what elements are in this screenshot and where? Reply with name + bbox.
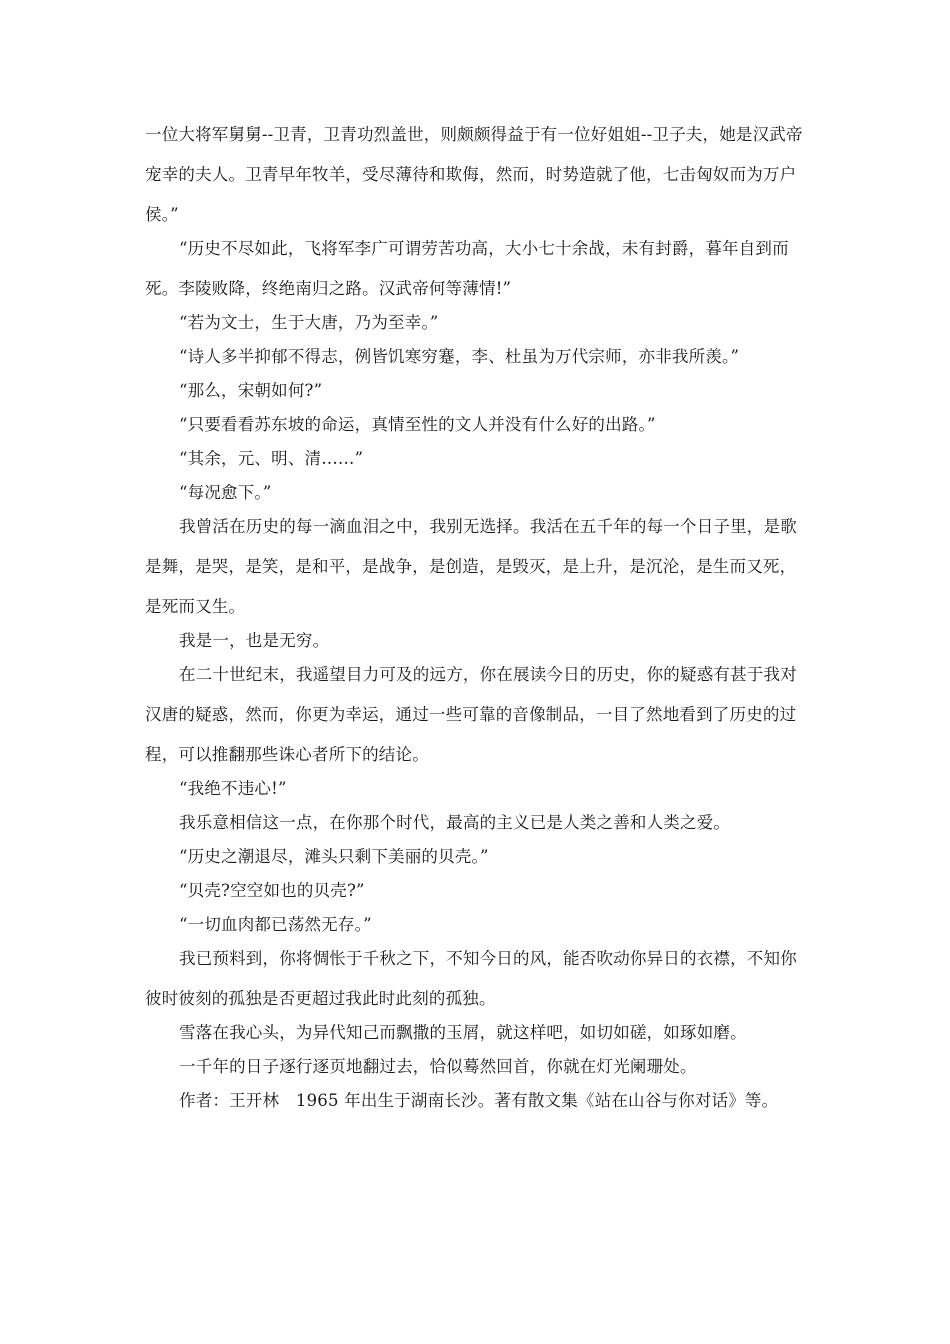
paragraph xyxy=(145,310,810,344)
text-line: 一位大将军舅舅--卫青，卫青功烈盖世，则颇颇得益于有一位好姐姐--卫子夫，她是汉武帝 xyxy=(145,125,803,144)
text-line: “每况愈下。” xyxy=(179,483,272,502)
text-line: 我曾活在历史的每一滴血泪之中，我别无选择。我活在五千年的每一个日子里，是歌 xyxy=(179,517,797,536)
paragraph xyxy=(145,378,810,412)
text-line: “历史不尽如此，飞将军李广可谓劳苦功高，大小七十余战，未有封爵，暮年自到而 xyxy=(179,239,789,258)
text-line: 死。李陵败降，终绝南归之路。汉武帝何等薄情!” xyxy=(145,279,512,298)
article-body xyxy=(145,122,810,1122)
text-line: “历史之潮退尽，滩头只剩下美丽的贝壳。” xyxy=(179,847,489,866)
paragraph xyxy=(145,662,810,776)
text-line: “我绝不违心!” xyxy=(179,779,287,798)
text-line: 宠幸的夫人。卫青早年牧羊，受尽薄待和欺侮，然而，时势造就了他，七击匈奴而为万户 xyxy=(145,165,797,184)
text-line: “若为文士，生于大唐，乃为至幸。” xyxy=(179,313,439,332)
text-line: “其余，元、明、清……” xyxy=(179,449,364,468)
paragraph xyxy=(145,912,810,946)
paragraph xyxy=(145,1088,810,1122)
paragraph xyxy=(145,412,810,446)
paragraph xyxy=(145,514,810,628)
paragraph xyxy=(145,878,810,912)
text-line: “诗人多半抑郁不得志，例皆饥寒穷蹇，李、杜虽为万代宗师，亦非我所羡。” xyxy=(179,347,740,366)
paragraph xyxy=(145,946,810,1020)
paragraph xyxy=(145,628,810,662)
text-line: 侯。” xyxy=(145,205,179,224)
text-line: 是死而又生。 xyxy=(145,597,246,616)
paragraph xyxy=(145,1020,810,1054)
text-line: 我已预料到，你将惆怅于千秋之下，不知今日的风，能否吹动你异日的衣襟，不知你 xyxy=(179,949,797,968)
text-line: 在二十世纪末，我遥望目力可及的远方，你在展读今日的历史，你的疑惑有甚于我对 xyxy=(179,665,797,684)
text-line: 彼时彼刻的孤独是否更超过我此时此刻的孤独。 xyxy=(145,989,496,1008)
text-line: 作者：王开林 1965 年出生于湖南长沙。著有散文集《站在山谷与你对话》等。 xyxy=(179,1091,779,1110)
paragraph xyxy=(145,480,810,514)
text-line: 我是一，也是无穷。 xyxy=(179,631,330,650)
text-line: “那么，宋朝如何?” xyxy=(179,381,323,400)
paragraph xyxy=(145,446,810,480)
paragraph xyxy=(145,810,810,844)
paragraph xyxy=(145,776,810,810)
text-line: “贝壳?空空如也的贝壳?” xyxy=(179,881,365,900)
text-line: 我乐意相信这一点，在你那个时代，最高的主义已是人类之善和人类之爱。 xyxy=(179,813,731,832)
text-line: 雪落在我心头，为异代知己而飘撒的玉屑，就这样吧，如切如磋，如琢如磨。 xyxy=(179,1023,747,1042)
text-line: “一切血肉都已荡然无存。” xyxy=(179,915,372,934)
paragraph xyxy=(145,344,810,378)
paragraph xyxy=(145,236,810,310)
paragraph xyxy=(145,122,810,236)
text-line: “只要看看苏东坡的命运，真情至性的文人并没有什么好的出路。” xyxy=(179,415,656,434)
text-line: 是舞，是哭，是笑，是和平，是战争，是创造，是毁灭，是上升，是沉沦，是生而又死， xyxy=(145,557,797,576)
text-line: 汉唐的疑惑，然而，你更为幸运，通过一些可靠的音像制品，一目了然地看到了历史的过 xyxy=(145,705,797,724)
paragraph xyxy=(145,844,810,878)
text-line: 一千年的日子逐行逐页地翻过去，恰似蓦然回首，你就在灯光阑珊处。 xyxy=(179,1057,697,1076)
text-line: 程，可以推翻那些诛心者所下的结论。 xyxy=(145,745,429,764)
paragraph xyxy=(145,1054,810,1088)
